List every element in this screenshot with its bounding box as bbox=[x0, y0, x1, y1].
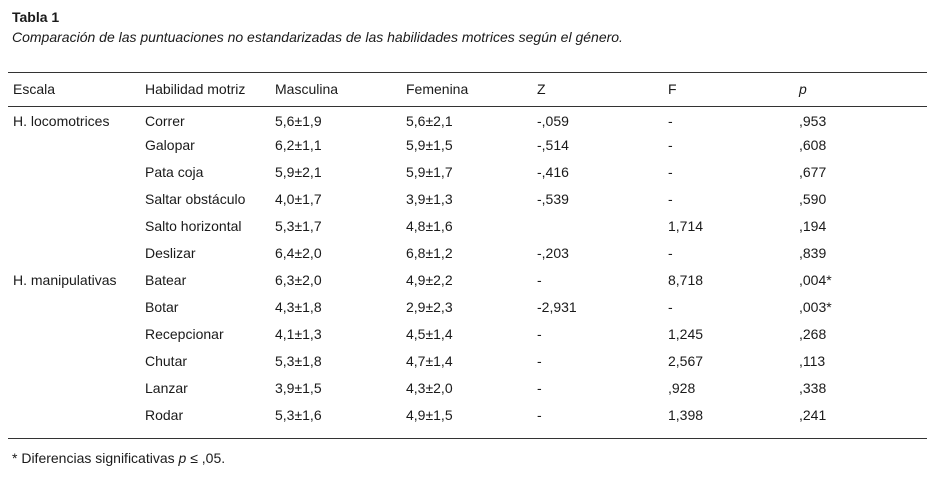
cell-femenina: 4,5±1,4 bbox=[406, 325, 453, 342]
cell-femenina: 4,9±2,2 bbox=[406, 271, 453, 288]
cell-z: - bbox=[537, 379, 542, 396]
cell-z: - bbox=[537, 271, 542, 288]
table-row bbox=[8, 401, 919, 428]
cell-masculina: 5,3±1,7 bbox=[275, 217, 322, 234]
cell-escala bbox=[8, 212, 145, 239]
cell-z: -,539 bbox=[537, 190, 569, 207]
cell-masculina: 5,9±2,1 bbox=[275, 163, 322, 180]
cell-masculina: 4,3±1,8 bbox=[275, 298, 322, 315]
cell-f: - bbox=[668, 244, 673, 261]
cell-femenina: 4,7±1,4 bbox=[406, 352, 453, 369]
cell-escala: H. manipulativas bbox=[13, 271, 117, 288]
cell-f: ,928 bbox=[668, 379, 696, 396]
header-p: p bbox=[799, 81, 807, 97]
cell-escala bbox=[8, 320, 145, 347]
cell-z: -,203 bbox=[537, 244, 569, 261]
cell-f: 2,567 bbox=[668, 352, 704, 369]
cell-femenina: 5,6±2,1 bbox=[406, 113, 453, 129]
cell-femenina: 6,8±1,2 bbox=[406, 244, 453, 261]
table-row bbox=[8, 212, 919, 239]
cell-z: - bbox=[537, 325, 542, 342]
table-title: Tabla 1 bbox=[12, 9, 60, 25]
cell-escala bbox=[8, 131, 145, 158]
cell-masculina: 5,3±1,8 bbox=[275, 352, 322, 369]
cell-habilidad: Chutar bbox=[145, 352, 188, 369]
cell-habilidad: Rodar bbox=[145, 406, 184, 423]
cell-p: ,241 bbox=[799, 406, 827, 423]
header-z: Z bbox=[537, 81, 546, 97]
cell-f: - bbox=[668, 190, 673, 207]
header-row bbox=[8, 75, 919, 103]
cell-f: 8,718 bbox=[668, 271, 704, 288]
table-row bbox=[8, 158, 919, 185]
cell-escala bbox=[8, 347, 145, 374]
cell-escala bbox=[8, 401, 145, 428]
data-table bbox=[8, 75, 919, 428]
cell-p: ,953 bbox=[799, 113, 827, 129]
cell-masculina: 6,4±2,0 bbox=[275, 244, 322, 261]
cell-femenina: 2,9±2,3 bbox=[406, 298, 453, 315]
cell-z bbox=[537, 212, 668, 239]
cell-femenina: 4,3±2,0 bbox=[406, 379, 453, 396]
cell-escala bbox=[8, 185, 145, 212]
table-caption: Comparación de las puntuaciones no estandarizadas de las habilidades motrices según el género. bbox=[12, 29, 623, 45]
cell-p: ,268 bbox=[799, 325, 827, 342]
top-rule bbox=[8, 72, 927, 73]
header-f: F bbox=[668, 81, 677, 97]
cell-f: - bbox=[668, 298, 673, 315]
cell-femenina: 3,9±1,3 bbox=[406, 190, 453, 207]
footnote-p-symbol: p bbox=[178, 450, 187, 466]
cell-escala: H. locomotrices bbox=[13, 113, 110, 129]
bottom-rule bbox=[8, 438, 927, 439]
cell-p: ,003* bbox=[799, 298, 832, 315]
table-row bbox=[8, 374, 919, 401]
cell-femenina: 4,8±1,6 bbox=[406, 217, 453, 234]
header-femenina: Femenina bbox=[406, 81, 469, 97]
cell-habilidad: Pata coja bbox=[145, 163, 204, 180]
cell-z: -,416 bbox=[537, 163, 569, 180]
cell-p: ,590 bbox=[799, 190, 827, 207]
cell-p: ,608 bbox=[799, 136, 827, 153]
cell-f: 1,714 bbox=[668, 217, 704, 234]
cell-f: - bbox=[668, 113, 673, 129]
cell-z: -,059 bbox=[537, 113, 569, 129]
cell-escala bbox=[8, 158, 145, 185]
table-row bbox=[8, 293, 919, 320]
footnote-suffix: ≤ ,05. bbox=[186, 450, 226, 466]
cell-escala bbox=[8, 374, 145, 401]
cell-p: ,677 bbox=[799, 163, 827, 180]
cell-z: -2,931 bbox=[537, 298, 577, 315]
table-row bbox=[8, 320, 919, 347]
cell-escala bbox=[8, 293, 145, 320]
cell-masculina: 5,6±1,9 bbox=[275, 113, 322, 129]
table-row bbox=[8, 239, 919, 266]
cell-masculina: 3,9±1,5 bbox=[275, 379, 322, 396]
header-masculina: Masculina bbox=[275, 81, 339, 97]
table-row bbox=[8, 185, 919, 212]
footnote-prefix: * Diferencias significativas bbox=[12, 450, 179, 466]
cell-z: - bbox=[537, 406, 542, 423]
cell-habilidad: Correr bbox=[145, 113, 185, 129]
cell-habilidad: Recepcionar bbox=[145, 325, 224, 342]
header-escala: Escala bbox=[13, 81, 56, 97]
footnote bbox=[12, 450, 225, 466]
cell-habilidad: Batear bbox=[145, 271, 187, 288]
cell-z: - bbox=[537, 352, 542, 369]
cell-p: ,338 bbox=[799, 379, 827, 396]
cell-f: - bbox=[668, 136, 673, 153]
header-habilidad: Habilidad motriz bbox=[145, 81, 246, 97]
table-row bbox=[8, 131, 919, 158]
table-row bbox=[8, 103, 919, 131]
table-row bbox=[8, 347, 919, 374]
cell-escala bbox=[8, 239, 145, 266]
cell-p: ,194 bbox=[799, 217, 827, 234]
cell-habilidad: Saltar obstáculo bbox=[145, 190, 246, 207]
cell-habilidad: Deslizar bbox=[145, 244, 196, 261]
cell-z: -,514 bbox=[537, 136, 569, 153]
cell-femenina: 5,9±1,7 bbox=[406, 163, 453, 180]
cell-masculina: 6,2±1,1 bbox=[275, 136, 322, 153]
cell-masculina: 6,3±2,0 bbox=[275, 271, 322, 288]
cell-f: 1,245 bbox=[668, 325, 704, 342]
cell-p: ,839 bbox=[799, 244, 827, 261]
cell-masculina: 5,3±1,6 bbox=[275, 406, 322, 423]
cell-habilidad: Salto horizontal bbox=[145, 217, 242, 234]
cell-p: ,004* bbox=[799, 271, 832, 288]
cell-femenina: 4,9±1,5 bbox=[406, 406, 453, 423]
cell-f: - bbox=[668, 163, 673, 180]
cell-habilidad: Galopar bbox=[145, 136, 195, 153]
cell-masculina: 4,0±1,7 bbox=[275, 190, 322, 207]
table-row bbox=[8, 266, 919, 293]
cell-masculina: 4,1±1,3 bbox=[275, 325, 322, 342]
cell-habilidad: Botar bbox=[145, 298, 179, 315]
cell-habilidad: Lanzar bbox=[145, 379, 188, 396]
cell-femenina: 5,9±1,5 bbox=[406, 136, 453, 153]
cell-f: 1,398 bbox=[668, 406, 704, 423]
cell-p: ,113 bbox=[799, 352, 826, 369]
